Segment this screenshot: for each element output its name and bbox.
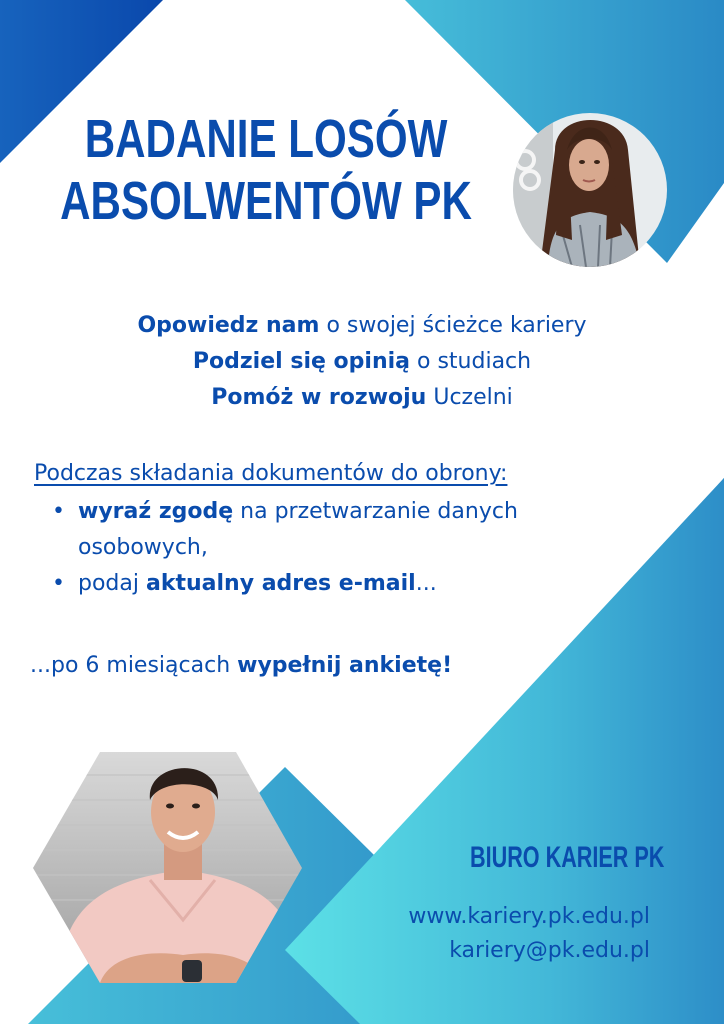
office-name: BIURO KARIER PK	[470, 841, 665, 874]
instructions-list	[52, 494, 612, 602]
woman-photo	[513, 113, 667, 267]
email-link[interactable]: kariery@pk.edu.pl	[449, 938, 650, 963]
website-link[interactable]: www.kariery.pk.edu.pl	[408, 904, 650, 929]
title-line-1: BADANIE LOSÓW	[84, 109, 448, 169]
intro-line-3: Pomóż w rozwoju Uczelni	[211, 385, 513, 410]
closing-line: ...po 6 miesiącach wypełnij ankietę!	[30, 653, 453, 678]
intro-line-2: Podziel się opinią o studiach	[192, 349, 532, 374]
intro-line-1: Opowiedz nam o swojej ścieżce kariery	[137, 313, 587, 338]
intro-block	[0, 308, 724, 416]
title-line-2: ABSOLWENTÓW PK	[60, 171, 472, 231]
contact-block	[330, 900, 650, 968]
instructions-heading: Podczas składania dokumentów do obrony:	[34, 461, 508, 486]
list-item: • podaj aktualny adres e-mail...	[52, 566, 612, 602]
poster-title	[55, 108, 476, 232]
list-item: • wyraź zgodę na przetwarzanie danych osobowych,	[52, 494, 612, 566]
